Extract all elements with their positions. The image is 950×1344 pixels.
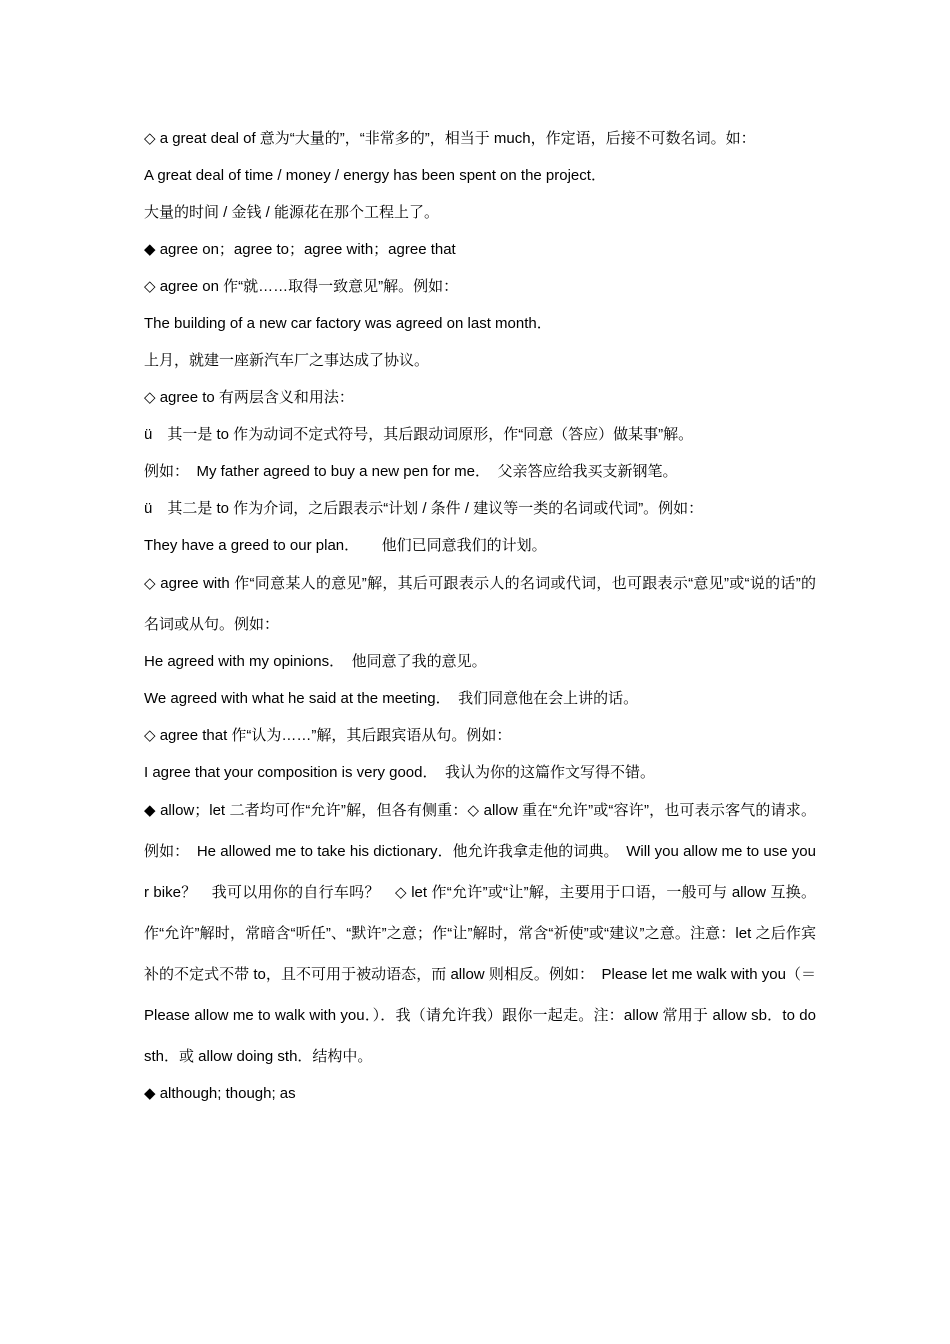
paragraph-example-7: I agree that your composition is very good． 我认为你的这篇作文写得不错。 (144, 764, 655, 781)
paragraph-example-4: They have a greed to our plan． 他们已同意我们的计划。 (144, 537, 547, 554)
paragraph-example-en-2: The building of a new car factory was agreed on last month． (144, 315, 552, 332)
paragraph-agree-with: ◇ agree with 作“同意某人的意见”解，其后可跟表示人的名词或代词，也可跟表示“意见”或“说的话”的名词或从句。例如： (144, 575, 816, 633)
paragraph-example-en-1: A great deal of time / money / energy has been spent on the project． (144, 167, 606, 184)
paragraph-a-great-deal-of: ◇ a great deal of 意为“大量的”，“非常多的”，相当于 much，作定语，后接不可数名词。如： (144, 130, 756, 147)
paragraph-agree-to: ◇ agree to 有两层含义和用法： (144, 389, 354, 406)
document-body (144, 118, 816, 1121)
paragraph-heading-although: ◆ although; though; as (144, 1085, 296, 1102)
paragraph-example-zh-1: 大量的时间 / 金钱 / 能源花在那个工程上了。 (144, 204, 440, 221)
paragraph-agree-on: ◇ agree on 作“就……取得一致意见”解。例如： (144, 278, 459, 295)
paragraph-example-zh-2: 上月，就建一座新汽车厂之事达成了协议。 (144, 352, 430, 369)
paragraph-example-3: 例如： My father agreed to buy a new pen for me． 父亲答应给我买支新钢笔。 (144, 463, 678, 480)
paragraph-example-6: We agreed with what he said at the meeting． 我们同意他在会上讲的话。 (144, 690, 639, 707)
paragraph-example-5: He agreed with my opinions． 他同意了我的意见。 (144, 653, 487, 670)
paragraph-agree-to-usage-1: ü 其一是 to 作为动词不定式符号，其后跟动词原形，作“同意（答应）做某事”解。 (144, 426, 694, 443)
paragraph-heading-agree: ◆ agree on；agree to；agree with；agree that (144, 241, 456, 258)
paragraph-agree-that: ◇ agree that 作“认为……”解，其后跟宾语从句。例如： (144, 727, 512, 744)
paragraph-agree-to-usage-2: ü 其二是 to 作为介词，之后跟表示“计划 / 条件 / 建议等一类的名词或代词”。例如： (144, 500, 704, 517)
paragraph-allow-let: ◆ allow；let 二者均可作“允许”解，但各有侧重：◇ allow 重在“允许”或“容许”，也可表示客气的请求。例如： He allowed me to take his dictionary．他允许我拿走他的词典。 Will you allow me to use your bike？ 我可以用你的自行车吗？ ◇ let 作“允许”或“让”解，主要用于口语，一般可与 allow 互换。作“允许”解时，常暗含“听任”、“默许”之意；作“让”解时，常含“祈使”或“建议”之意。注意：let 之后作宾补的不定式不带 to，且不可用于被动语态，而 allow 则相反。例如： Please let me walk with you（＝Please allow me to walk with you．）．我（请允许我）跟你一起走。注：allow 常用于 allow sb．to do sth．或 allow doing sth．结构中。 (144, 802, 816, 1065)
